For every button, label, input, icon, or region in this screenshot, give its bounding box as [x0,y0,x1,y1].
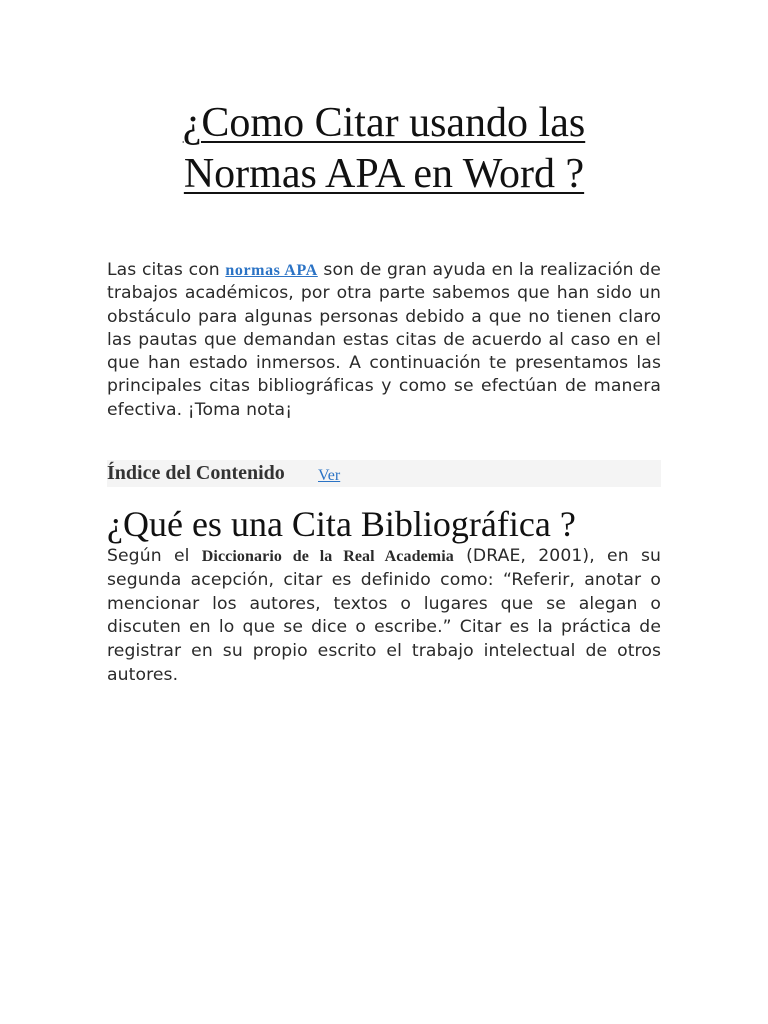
intro-text-start: Las citas con [107,260,226,280]
normas-apa-link[interactable]: normas APA [225,262,318,279]
table-of-contents-bar [107,460,661,487]
toc-view-link[interactable]: Ver [318,467,341,484]
section-heading: ¿Qué es una Cita Bibliográfica ? [107,504,576,544]
toc-label: Índice del Contenido [107,462,285,484]
source-name: Diccionario de la Real Academia [201,548,454,565]
section-paragraph [107,545,661,688]
title-line-1: ¿Como Citar usando las [182,100,586,146]
section-text-start: Según el [107,546,202,566]
intro-text-rest: son de gran ayuda en la realización de trabajos académicos, por otra parte sabemos que han sido un obstáculo para algunas personas debido a que no tienen claro las pautas que demandan estas citas de acuerdo al caso en el que han estado inmersos. A continuación te presentamos las principales citas bibliográficas y como se efectúan de manera efectiva. ¡Toma nota¡ [107,260,661,420]
section-text-rest: (DRAE, 2001), en su segunda acepción, citar es definido como: “Referir, anotar o mencionar los autores, textos o lugares que se alegan o discuten en lo que se dice o escribe.” Citar es la práctica de registrar en su propio escrito el trabajo intelectual de otros autores. [107,546,661,685]
title-line-2: Normas APA en Word ? [183,151,585,197]
intro-paragraph [107,259,661,422]
page-title [107,98,661,200]
